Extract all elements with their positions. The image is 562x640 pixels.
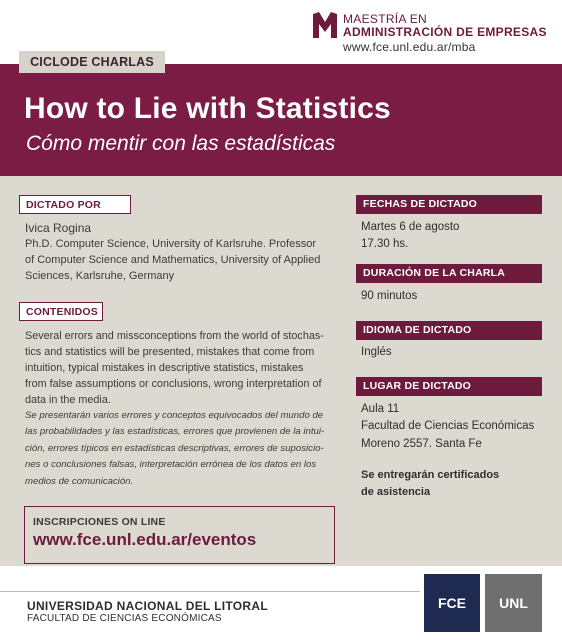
inscripciones-label: INSCRIPCIONES ON LINE [33,516,166,528]
fechas-date: Martes 6 de agosto [361,221,460,233]
idioma-label: IDIOMA DE DICTADO [356,321,542,340]
series-label: CICLODE CHARLAS [19,51,165,73]
unl-logo: UNL [485,574,542,632]
inscripciones-link[interactable]: www.fce.unl.edu.ar/eventos [33,530,257,549]
fce-logo: FCE [424,574,480,632]
content-line: intuition, typical mistakes in descriptive statistics, mistakes [25,362,304,374]
content-line: nes o conclusiones falsas, interpretación errónea de los datos en los [25,459,317,471]
content-line: Several errors and missconceptions from the world of stochas- [25,330,324,342]
contenidos-english [25,328,345,408]
lugar-faculty: Facultad de Ciencias Económicas [361,420,535,432]
bio-line: Sciences, Karlsruhe, Germany [25,270,175,282]
speaker-bio [25,236,345,284]
university-name: UNIVERSIDAD NACIONAL DEL LITORAL [27,599,268,613]
title-english: How to Lie with Statistics [24,92,391,125]
idioma-value: Inglés [361,346,392,358]
content-line: tics and statistics will be presented, mistakes that come from [25,346,315,358]
contenidos-spanish [25,408,345,490]
lugar-address: Moreno 2557. Santa Fe [361,438,482,450]
inscripciones-box [24,506,335,564]
bio-line: Ph.D. Computer Science, University of Karlsruhe. Professor [25,238,317,250]
content-line: from false assumptions or conclusions, wrong interpretation of [25,378,322,390]
program-line2: ADMINISTRACIÓN DE EMPRESAS [343,25,547,39]
footer [0,566,562,640]
contenidos-label: CONTENIDOS [19,302,103,321]
content-line: las probabilidades y las estadísticas, errores que provienen de la intui- [25,426,325,438]
content-line: ción, errores típicos en estadísticas descriptivas, errores de suposicio- [25,442,324,454]
bio-line: of Computer Science and Mathematics, University of Applied [25,254,321,266]
certificado-line1: Se entregarán certificados [361,469,500,481]
duracion-label: DURACIÓN DE LA CHARLA [356,264,542,283]
program-line1: MAESTRÍA EN [343,12,427,26]
program-url[interactable]: www.fce.unl.edu.ar/mba [343,40,476,54]
fechas-time: 17.30 hs. [361,238,409,250]
footer-divider [0,591,420,592]
title-spanish: Cómo mentir con las estadísticas [26,132,336,155]
duracion-value: 90 minutos [361,290,418,302]
faculty-name: FACULTAD DE CIENCIAS ECONÓMICAS [27,613,222,624]
certificado-line2: de asistencia [361,486,431,498]
content-line: Se presentarán varios errores y conceptos equivocados del mundo de [25,410,324,421]
content-line: data in the media. [25,394,111,406]
m-logo-icon [313,12,337,38]
dictado-label: DICTADO POR [19,195,131,214]
speaker-name: Ivica Rogina [25,221,92,235]
lugar-room: Aula 11 [361,403,400,415]
fechas-label: FECHAS DE DICTADO [356,195,542,214]
content-line: medios de comunicación. [25,475,134,487]
lugar-label: LUGAR DE DICTADO [356,377,542,396]
